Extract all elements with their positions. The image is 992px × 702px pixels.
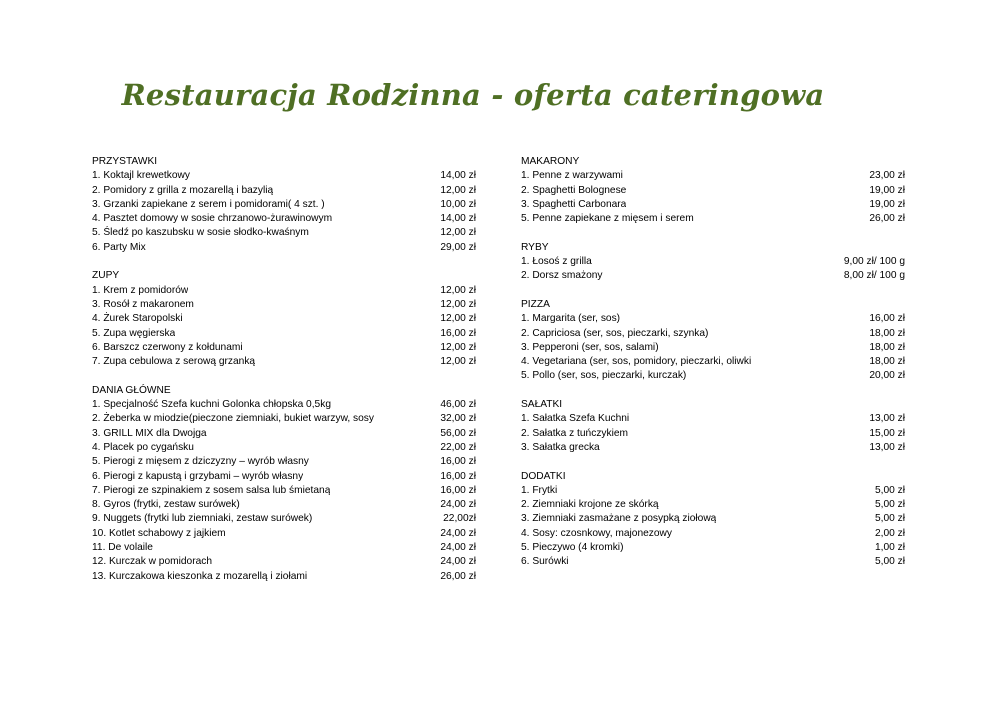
menu-item-price: 5,00 zł [874,513,905,525]
menu-item-price: 12,00 zł [440,227,476,239]
menu-item [521,484,905,498]
menu-item-name: 4. Placek po cygańsku [92,441,194,453]
menu-item [92,184,476,198]
menu-item [92,284,476,298]
menu-item [521,355,905,369]
menu-item-name: 3. Pepperoni (ser, sos, salami) [521,341,659,353]
menu-item-name: 5. Śledź po kaszubsku w sosie słodko-kwaśnym [92,227,309,239]
menu-item [521,555,905,569]
menu-section-dania-glowne [92,384,476,584]
menu-item [92,355,476,369]
menu-item-price: 19,00 zł [869,184,905,196]
menu-item [92,512,476,526]
menu-item-price: 19,00 zł [869,198,905,210]
menu-item [92,241,476,255]
menu-item-price: 12,00 zł [440,284,476,296]
menu-item-name: 3. GRILL MIX dla Dwojga [92,427,207,439]
menu-item [92,470,476,484]
menu-section-salatki [521,398,905,455]
section-heading: DANIA GŁÓWNE [92,384,171,396]
section-heading: PIZZA [521,298,550,310]
menu-item-price: 20,00 zł [869,370,905,382]
menu-item [92,527,476,541]
menu-item [92,484,476,498]
menu-section-ryby [521,241,905,284]
menu-item [521,541,905,555]
menu-section-makarony [521,155,905,226]
menu-item [92,555,476,569]
menu-item [521,312,905,326]
menu-item-price: 16,00 zł [440,456,476,468]
menu-item-name: 1. Sałatka Szefa Kuchni [521,413,630,425]
menu-item-name: 2. Capriciosa (ser, sos, pieczarki, szynka) [521,327,709,339]
menu-item-name: 11. De volaile [92,542,153,554]
menu-item-name: 2. Sałatka z tuńczykiem [521,427,629,439]
menu-item [521,341,905,355]
menu-item-price: 13,00 zł [869,413,905,425]
menu-item-price: 12,00 zł [440,356,476,368]
menu-item [92,341,476,355]
menu-item-name: 4. Żurek Staropolski [92,313,183,325]
menu-item-price: 29,00 zł [440,241,476,253]
menu-item [92,427,476,441]
menu-item-name: 5. Pieczywo (4 kromki) [521,542,624,554]
menu-item-price: 12,00 zł [440,341,476,353]
menu-item-name: 5. Pierogi z mięsem z dziczyzny – wyrób własny [92,456,309,468]
menu-item-name: 4. Pasztet domowy w sosie chrzanowo-żurawinowym [92,213,333,225]
section-heading: MAKARONY [521,156,580,167]
menu-item [521,198,905,212]
menu-item-name: 12. Kurczak w pomidorach [92,556,213,568]
menu-item-price: 16,00 zł [440,470,476,482]
menu-item-name: 8. Gyros (frytki, zestaw surówek) [92,499,240,511]
menu-item-price: 22,00zł [443,513,476,525]
menu-item-price: 18,00 zł [869,327,905,339]
menu-item [521,212,905,226]
menu-item-price: 22,00 zł [440,441,476,453]
menu-item-name: 6. Barszcz czerwony z kołdunami [92,341,243,353]
menu-item [521,527,905,541]
menu-column-left [92,155,476,598]
menu-item-name: 1. Margarita (ser, sos) [521,313,621,325]
menu-item-price: 24,00 zł [440,499,476,511]
menu-item [92,541,476,555]
menu-item-price: 1,00 zł [874,542,905,554]
menu-item [521,327,905,341]
menu-item-price: 10,00 zł [440,198,476,210]
menu-item-name: 2. Żeberka w miodzie(pieczone ziemniaki, bukiet warzyw, sosy [92,413,374,425]
menu-item-name: 4. Sosy: czosnkowy, majonezowy [521,527,672,539]
menu-item-price: 24,00 zł [440,556,476,568]
menu-item-price: 14,00 zł [440,213,476,225]
menu-item-name: 4. Vegetariana (ser, sos, pomidory, pieczarki, oliwki [521,356,752,368]
section-heading: DODATKI [521,470,566,482]
menu-item [521,169,905,183]
menu-section-pizza [521,298,905,384]
menu-item-price: 13,00 zł [869,441,905,453]
menu-column-right [521,155,905,584]
menu-item-name: 3. Rosół z makaronem [92,298,194,310]
menu-item-name: 1. Krem z pomidorów [92,284,189,296]
menu-item-price: 26,00 zł [869,213,905,225]
menu-item-price: 12,00 zł [440,184,476,196]
menu-item [521,369,905,383]
menu-item-name: 9. Nuggets (frytki lub ziemniaki, zestaw surówek) [92,513,313,525]
menu-section-przystawki [92,155,476,255]
menu-item-name: 2. Spaghetti Bolognese [521,184,627,196]
menu-item-price: 32,00 zł [440,413,476,425]
menu-item-price: 5,00 zł [874,556,905,568]
menu-item [92,312,476,326]
menu-item-price: 5,00 zł [874,499,905,511]
menu-item [92,298,476,312]
menu-item-price: 24,00 zł [440,542,476,554]
menu-item [92,570,476,584]
menu-item-price: 18,00 zł [869,341,905,353]
menu-item-name: 2. Pomidory z grilla z mozarellą i bazylią [92,184,274,196]
menu-item [521,255,905,269]
menu-item-name: 1. Frytki [521,484,558,496]
menu-item-price: 16,00 zł [869,313,905,325]
menu-item [92,226,476,240]
menu-item [521,427,905,441]
menu-item-name: 5. Zupa węgierska [92,327,176,339]
menu-item-price: 16,00 zł [440,484,476,496]
menu-item-name: 3. Spaghetti Carbonara [521,198,627,210]
menu-item-price: 8,00 zł/ 100 g [843,270,905,282]
menu-item-name: 1. Łosoś z grilla [521,256,592,268]
menu-item-price: 15,00 zł [869,427,905,439]
menu-item-name: 3. Grzanki zapiekane z serem i pomidorami( 4 szt. ) [92,198,325,210]
menu-item-name: 6. Pierogi z kapustą i grzybami – wyrób własny [92,470,304,482]
page-title: Restauracja Rodzinna - oferta cateringowa [121,78,825,112]
menu-item [92,412,476,426]
menu-item [92,212,476,226]
menu-item-price: 2,00 zł [874,527,905,539]
menu-item-name: 10. Kotlet schabowy z jajkiem [92,527,226,539]
menu-item [521,498,905,512]
menu-item-price: 12,00 zł [440,313,476,325]
menu-item-price: 12,00 zł [440,298,476,310]
menu-item-name: 1. Koktajl krewetkowy [92,170,190,182]
menu-item-name: 7. Pierogi ze szpinakiem z sosem salsa lub śmietaną [92,484,331,496]
section-heading: PRZYSTAWKI [92,156,158,167]
menu-item [92,398,476,412]
menu-item-name: 5. Penne zapiekane z mięsem i serem [521,213,694,225]
menu-item-name: 3. Sałatka grecka [521,441,600,453]
menu-item [92,198,476,212]
menu-section-zupy [92,269,476,369]
section-heading: ZUPY [92,270,120,282]
menu-item [521,412,905,426]
menu-item-name: 13. Kurczakowa kieszonka z mozarellą i ziołami [92,570,308,582]
menu-item-name: 1. Specjalność Szefa kuchni Golonka chłopska 0,5kg [92,399,331,411]
menu-item [521,441,905,455]
menu-item-name: 2. Dorsz smażony [521,270,603,282]
menu-section-dodatki [521,470,905,570]
section-heading: SAŁATKI [521,399,563,411]
menu-item-price: 26,00 zł [440,570,476,582]
menu-item [521,184,905,198]
section-heading: RYBY [521,241,549,253]
menu-item-name: 7. Zupa cebulowa z serową grzanką [92,356,256,368]
menu-item-name: 6. Party Mix [92,241,146,253]
menu-item [92,498,476,512]
menu-item [92,441,476,455]
menu-item [92,169,476,183]
menu-item [92,327,476,341]
menu-item-price: 5,00 zł [874,484,905,496]
menu-item-price: 24,00 zł [440,527,476,539]
menu-item-price: 23,00 zł [869,170,905,182]
menu-item-name: 2. Ziemniaki krojone ze skórką [521,499,659,511]
menu-item-price: 16,00 zł [440,327,476,339]
menu-item-price: 18,00 zł [869,356,905,368]
menu-item [521,512,905,526]
menu-item-name: 6. Surówki [521,556,569,568]
menu-item [92,455,476,469]
menu-item-price: 9,00 zł/ 100 g [843,256,905,268]
menu-item-price: 56,00 zł [440,427,476,439]
menu-item-price: 14,00 zł [440,170,476,182]
menu-item-price: 46,00 zł [440,399,476,411]
menu-item-name: 3. Ziemniaki zasmażane z posypką ziołową [521,513,717,525]
menu-item-name: 1. Penne z warzywami [521,170,623,182]
menu-item-name: 5. Pollo (ser, sos, pieczarki, kurczak) [521,370,687,382]
menu-item [521,269,905,283]
